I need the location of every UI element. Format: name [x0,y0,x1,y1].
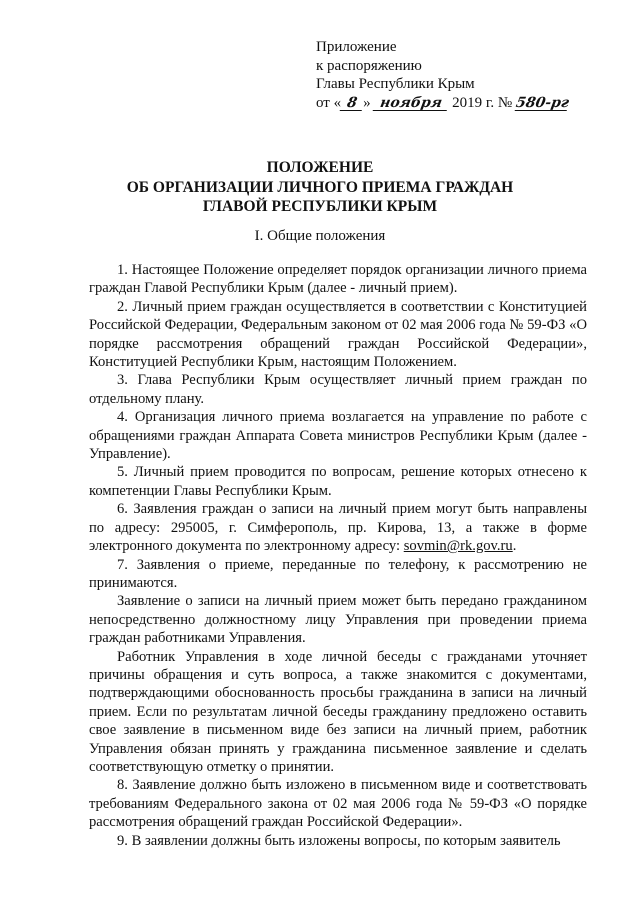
handwritten-day: 8 [340,96,365,111]
date-prefix: от « [316,94,342,111]
handwritten-month: ноября [373,96,450,111]
date-year: 2019 г. № [452,94,513,111]
paragraph-4: 4. Организация личного приема возлагается на управление по работе с обращениями граждан Аппарата Совета министров Республики Крым (далее - Управление). [89,409,587,463]
date-quote-close: » [363,94,371,111]
paragraph-1: 1. Настоящее Положение определяет порядок организации личного приема граждан Главой Республики Крым (далее - личный прием). [89,262,587,297]
paragraph-2: 2. Личный прием граждан осуществляется в соответствии с Конституцией Российской Федерации, Федеральным законом от 02 мая 2006 года № 59-ФЗ «О порядке рассмотрения обращений граждан Российской Федерации», Конституцией Республики Крым, настоящим Положением. [89,298,587,371]
paragraph-7-b: Работник Управления в ходе личной беседы с гражданами уточняет причины обращения и суть вопроса, а также знакомится с документами, подтверждающими обоснованность просьбы гражданина в записи на личный прием. Если по результатам личной беседы гражданину предложено оставить свое заявление в письменном виде без записи на личный прием, работник Управления обязан принять у гражданина письменное заявление и сделать соответствующую отметку о принятии. [89,648,587,775]
paragraph-6 [89,500,587,555]
title-line-1: ПОЛОЖЕНИЕ [266,159,374,176]
paragraph-3: 3. Глава Республики Крым осуществляет личный прием граждан по отдельному плану. [89,372,587,407]
document-body [89,261,587,850]
section-heading: I. Общие положения [254,228,386,244]
paragraph-6-end: . [512,538,517,555]
paragraph-7-a: Заявление о записи на личный прием может быть передано гражданином непосредственно должностному лицу Управления при проведении приема граждан работниками Управления. [89,593,587,647]
paragraph-8: 8. Заявление должно быть изложено в письменном виде и соответствовать требованиям Федерального закона от 02 мая 2006 года № 59-ФЗ «О порядке рассмотрения обращений граждан Российской Федерации». [89,777,587,831]
title-line-3: ГЛАВОЙ РЕСПУБЛИКИ КРЫМ [202,198,438,215]
appendix-date-line [316,94,571,113]
document-title [0,158,640,217]
paragraph-6-text: 6. Заявления граждан о записи на личный прием могут быть направлены по адресу: 295005, г. Симферополь, пр. Кирова, 13, а также в форме электронного документа по электронному адресу: [89,501,587,555]
appendix-label: Приложение [316,39,397,55]
appendix-block [316,38,571,112]
appendix-authority: Главы Республики Крым [316,76,475,92]
paragraph-7: 7. Заявления о приеме, переданные по телефону, к рассмотрению не принимаются. [89,556,587,591]
appendix-order-ref: к распоряжению [316,57,422,74]
paragraph-5: 5. Личный прием проводится по вопросам, решение которых отнесено к компетенции Главы Республики Крым. [89,464,587,499]
paragraph-9: 9. В заявлении должны быть изложены вопросы, по которым заявитель [117,832,561,849]
email-link[interactable]: sovmin@rk.gov.ru [403,538,513,555]
handwritten-order-number: 580-рг [514,94,571,111]
title-line-2: ОБ ОРГАНИЗАЦИИ ЛИЧНОГО ПРИЕМА ГРАЖДАН [126,178,514,196]
